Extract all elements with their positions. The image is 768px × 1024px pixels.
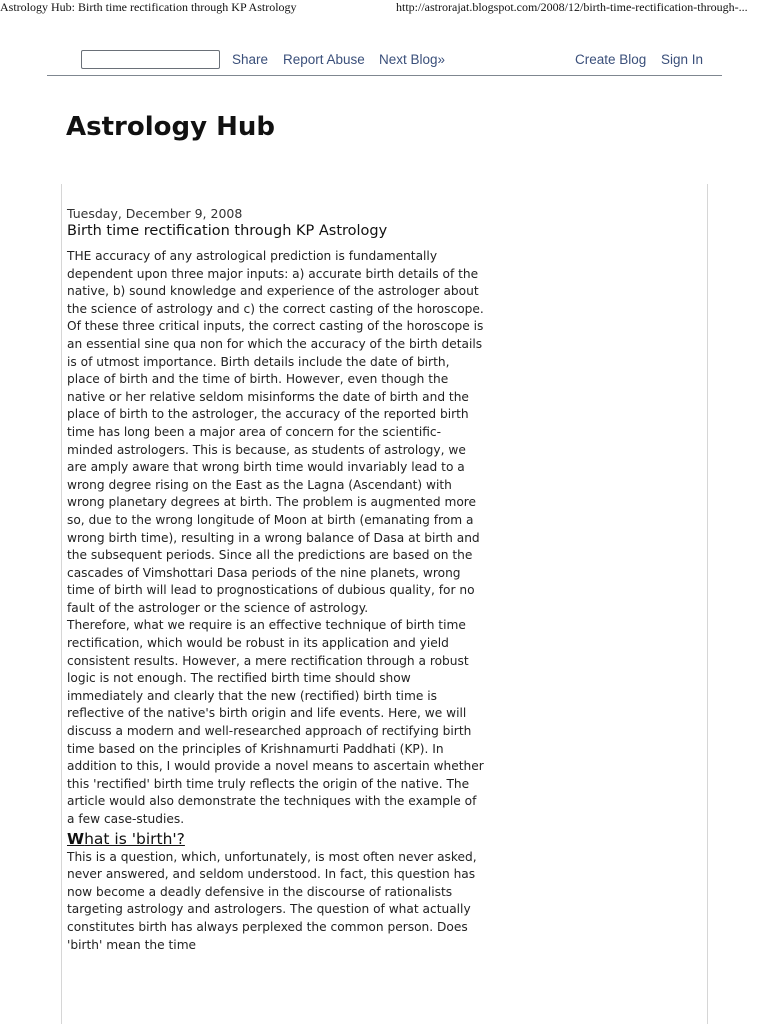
print-header [0, 0, 768, 16]
post-date: Tuesday, December 9, 2008 [67, 206, 243, 221]
blogger-navbar [47, 46, 722, 76]
print-page-title: Astrology Hub: Birth time rectification through KP Astrology [0, 0, 297, 14]
post-body [67, 248, 485, 954]
blog-title[interactable]: Astrology Hub [66, 112, 275, 142]
create-blog-link[interactable]: Create Blog [575, 52, 647, 67]
blog-post [67, 206, 485, 954]
next-blog-link[interactable]: Next Blog» [379, 52, 446, 67]
section-heading-initial: W [67, 829, 85, 848]
search-input[interactable] [81, 50, 220, 69]
post-title[interactable]: Birth time rectification through KP Astrology [67, 223, 388, 239]
content-right-border [707, 184, 708, 1024]
content-left-border [61, 184, 62, 1024]
post-paragraph-intro: THE accuracy of any astrological prediction is fundamentally dependent upon three major inputs: a) accurate birth details of the native, b) sound knowledge and experience of the astrologer about the science of astrology and c) the correct casting of the horoscope. Of these three critical inputs, the correct casting of the horoscope is an essential sine qua non for which the accuracy of the birth details is of utmost importance. Birth details include the date of birth, place of birth and the time of birth. However, even though the native or her relative seldom misinforms the date of birth and the place of birth to the astrologer, the accuracy of the reported birth time has long been a major area of concern for the scientific-minded astrologers. This is because, as students of astrology, we are amply aware that wrong birth time would invariably lead to a wrong degree rising on the East as the Lagna (Ascendant) with wrong planetary degrees at birth. The problem is augmented more so, due to the wrong longitude of Moon at birth (emanating from a wrong birth time), resulting in a wrong balance of Dasa at birth and the subsequent periods. Since all the predictions are based on the cascades of Vimshottari Dasa periods of the nine planets, wrong time of birth will lead to prognostications of dubious quality, for no fault of the astrologer or the science of astrology. [67, 249, 484, 615]
post-paragraph-birth: This is a question, which, unfortunately, is most often never asked, never answered, and seldom understood. In fact, this question has now become a deadly defensive in the discourse of rationalists targeting astrology and astrologers. The question of what actually constitutes birth has always perplexed the common person. Does 'birth' mean the time [67, 849, 477, 952]
report-abuse-link[interactable]: Report Abuse [283, 52, 365, 67]
share-link[interactable]: Share [232, 52, 269, 67]
post-paragraph-approach: Therefore, what we require is an effective technique of birth time rectification, which would be robust in its application and yield consistent results. However, a mere rectification through a robust logic is not enough. The rectified birth time should show immediately and clearly that the new (rectified) birth time is reflective of the native's birth origin and life events. Here, we will discuss a modern and well-researched approach of rectifying birth time based on the principles of Krishnamurti Paddhati (KP). In addition to this, I would provide a novel means to ascertain whether this 'rectified' birth time truly reflects the origin of the native. The article would also demonstrate the techniques with the example of a few case-studies. [67, 618, 484, 826]
sign-in-link[interactable]: Sign In [661, 52, 704, 67]
section-heading [67, 829, 485, 849]
section-heading-text: hat is 'birth'? [84, 829, 185, 848]
print-page-url: http://astrorajat.blogspot.com/2008/12/birth-time-rectification-through-... [396, 0, 748, 14]
